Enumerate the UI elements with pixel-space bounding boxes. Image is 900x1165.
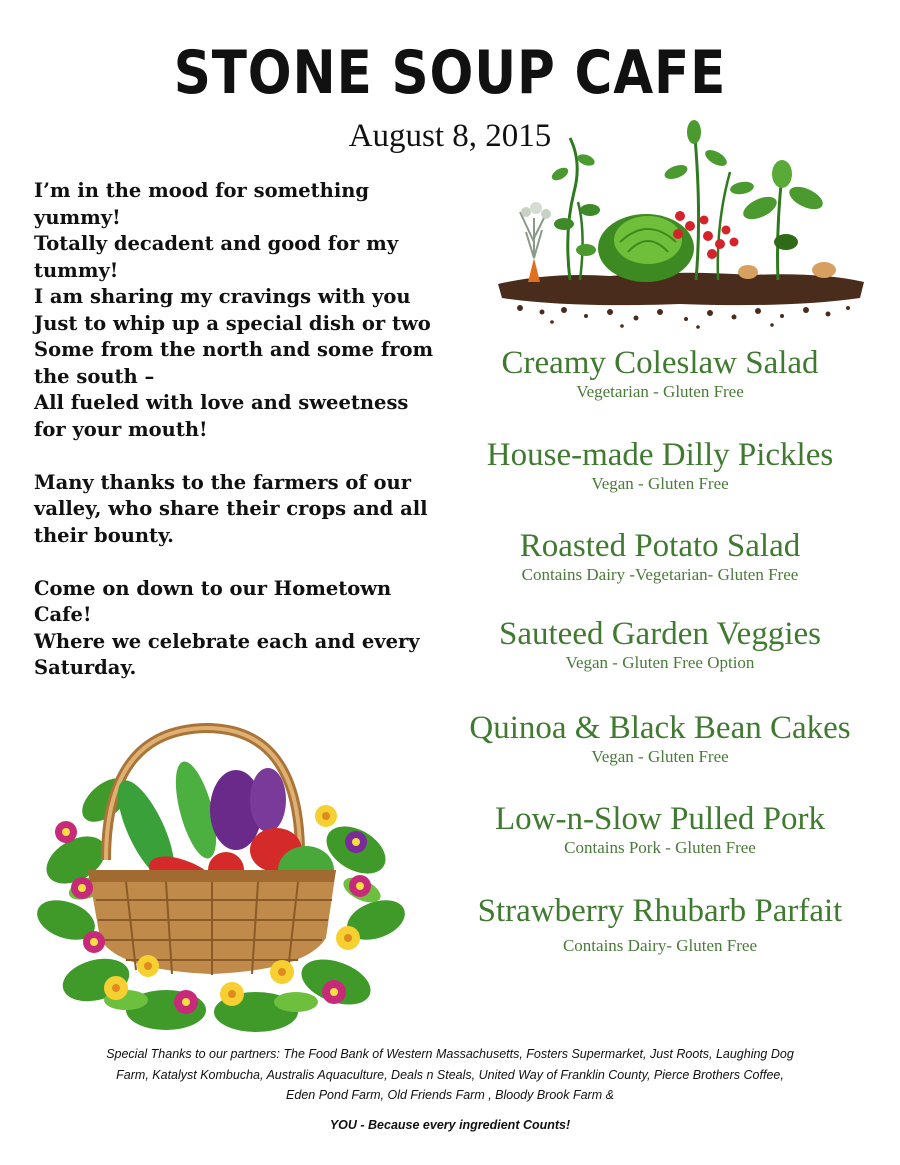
poem-line: tummy!: [34, 258, 119, 282]
poem-line: Saturday.: [34, 656, 137, 679]
partners-footer: [30, 1044, 870, 1135]
poem-line: Where we celebrate each and every: [34, 629, 420, 653]
poem-line: Many thanks to the farmers of our: [34, 470, 411, 494]
menu-item: [455, 616, 865, 674]
menu-item: [455, 528, 865, 586]
dish-name: House-made Dilly Pickles: [486, 437, 834, 473]
dish-note: Vegan - Gluten Free Option: [565, 653, 755, 672]
poem-line: the south –: [34, 364, 155, 388]
poem-stanza-3: [34, 576, 454, 682]
dish-note: Contains Pork - Gluten Free: [564, 838, 756, 857]
poem-line: Totally decadent and good for my: [34, 232, 399, 255]
leafy-plant-icon: [738, 160, 836, 280]
poem-line: I am sharing my cravings with you: [34, 285, 411, 308]
dish-name: Quinoa & Black Bean Cakes: [469, 710, 851, 746]
vegetable-basket-illustration: [36, 720, 406, 1038]
carrot-icon: [520, 202, 551, 282]
poem-line: Some from the north and some from: [34, 338, 434, 361]
poem-line: valley, who share their crops and all: [34, 497, 428, 520]
poem-line: I’m in the mood for something: [34, 179, 370, 202]
poem-stanza-2: [34, 470, 454, 550]
bean-plant-icon: [550, 138, 600, 280]
dish-note: Contains Dairy- Gluten Free: [562, 936, 758, 955]
dish-note: Vegetarian - Gluten Free: [576, 382, 744, 401]
menu-item: [455, 893, 865, 957]
dish-name: Roasted Potato Salad: [519, 528, 801, 564]
poem: [34, 178, 454, 708]
cabbage-icon: [598, 214, 694, 282]
page-date: August 8, 2015: [348, 118, 552, 154]
dish-note: Vegan - Gluten Free: [591, 747, 729, 766]
thanks-line: Eden Pond Farm, Old Friends Farm , Bloody Brook Farm &: [286, 1088, 614, 1102]
poem-stanza-1: [34, 178, 454, 443]
dish-note: Contains Dairy -Vegetarian- Gluten Free: [521, 565, 799, 584]
dish-name: Strawberry Rhubarb Parfait: [477, 893, 843, 929]
poem-line: Just to whip up a special dish or two: [34, 311, 431, 335]
dish-name: Sauteed Garden Veggies: [499, 616, 821, 652]
poem-line: their bounty.: [34, 523, 174, 547]
vegetable-garden-illustration: [490, 112, 870, 334]
menu-item: [455, 801, 865, 859]
page-title: STONE SOUP CAFE: [173, 38, 727, 108]
dish-note: Vegan - Gluten Free: [591, 474, 729, 493]
you-line: YOU - Because every ingredient Counts!: [329, 1117, 571, 1132]
poem-line: Cafe!: [34, 603, 92, 626]
dish-name: Creamy Coleslaw Salad: [501, 345, 819, 381]
thanks-line: Special Thanks to our partners: The Food Bank of Western Massachusetts, Fosters Supermarket, Just Roots, Laughing Dog: [106, 1047, 794, 1061]
menu-item: [455, 437, 865, 495]
thanks-line: Farm, Katalyst Kombucha, Australis Aquaculture, Deals n Steals, United Way of Franklin County, Pierce Brothers Coffee,: [116, 1067, 784, 1082]
poem-line: yummy!: [34, 205, 121, 229]
soil-icon: [498, 273, 864, 305]
poem-line: All fueled with love and sweetness: [34, 391, 409, 414]
dish-name: Low-n-Slow Pulled Pork: [495, 801, 825, 837]
poem-line: Come on down to our Hometown: [34, 576, 392, 600]
menu-item: [455, 710, 865, 768]
menu-item: [455, 345, 865, 403]
poem-line: for your mouth!: [34, 417, 208, 441]
